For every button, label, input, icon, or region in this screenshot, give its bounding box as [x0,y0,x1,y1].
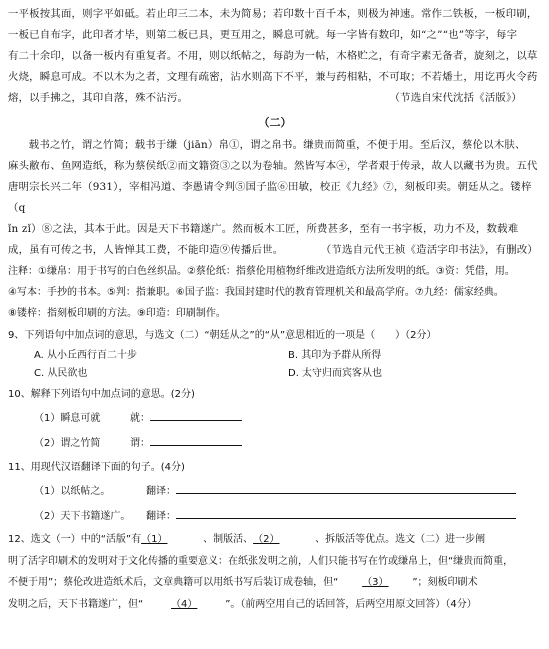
passage-line: ǐn zǐ）⑧之法，其本于此。因是天下书籍遂广。然而板木工匠，所费甚多，至有一书字板，功力不及，数载难 [8,223,519,235]
question-11 [8,456,542,529]
option-d[interactable]: D. 太守归而宾客从也 [288,368,383,379]
question-line: 明了活字印刷术的发明对于文化传播的重要意义：在纸张发明之前，人们只能书写在竹或缣帛上，但“缣贵而简重， [8,555,514,567]
passage-source: （节选自宋代沈括《活版》） [389,92,522,104]
question-stem: 9、下列语句中加点词的意思，与选文（二）“朝廷从之”的“从”意思相近的一项是（ ）（2分） [8,330,437,341]
answer-row [8,504,542,529]
passage-line: 一板已自布字，此印者才毕，则第二板已具，更互用之，瞬息可就。每一字皆有数印，如“之”“也”等字，每字 [8,29,518,41]
passage-source: （节选自元代王祯《造活字印书法》，有删改） [320,244,538,256]
question-text: 不便于用”；蔡伦改进造纸术后，文章典籍可以用纸书写后装订成卷轴，但“ [8,577,339,588]
passage-one [8,4,542,109]
question-line [8,572,542,594]
note-line: ④写本：手抄的书本。⑤判：指兼职。⑥国子监：我国封建时代的教育管理机关和最高学府。⑦九经：儒家经典。 [8,287,504,298]
option-c[interactable]: C. 从民欲也 [34,368,88,379]
passage-line: 一平板按其面，则字平如砥。若止印三二本，未为简易；若印数十百千本，则极为神速。常作二铁板，一板印刷， [8,8,538,20]
question-stem: 11、用现代汉语翻译下面的句子。(4分) [8,462,185,473]
answer-blank-2[interactable]: （2） [253,534,280,545]
question-12 [8,529,542,615]
note-line: ⑧镂梓：指刻板印刷的方法。⑨印造：印刷制作。 [8,308,226,319]
answer-row [8,479,542,504]
passage-line: 有二十余印，以备一板内有重复者。不用，则以纸帖之，每韵为一帖，木格贮之，有奇字素无备者，旋刻之，以草 [8,50,538,62]
passage-two [8,135,542,261]
question-9 [8,324,542,383]
passage-line [8,88,542,109]
sentence: （1）以纸帖之。 [34,486,111,497]
options [8,347,542,383]
answer-blank-4[interactable]: （4） [171,598,198,610]
question-10 [8,383,542,456]
question-line [8,594,542,616]
question-line [8,529,542,551]
question-text: 、拆版活等优点。选文（二）进一步阐 [315,534,486,545]
passage-line-text: 成，虽有可传之书，人皆惮其工费，不能印造⑨传播后世。 [8,244,284,256]
passage-line [8,240,542,261]
question-text: 12、选文（一）中的“活版”有 [8,534,142,545]
notes [8,261,542,324]
answer-label: 翻译： [146,486,176,497]
section-title: （二） [258,116,292,129]
exam-page [8,4,542,615]
note-line: 注释：①缣帛：用于书写的白色丝织品。②蔡伦纸：指蔡伦用植物纤维改进造纸方法所发明的纸。③资：凭借，用。 [8,266,515,277]
sentence: （2）谓之竹简 [34,438,101,449]
sentence: （1）瞬息可就 [34,413,101,424]
answer-label: 翻译： [146,511,176,522]
question-text: 发明之后，天下书籍遂广，但“ [8,598,144,610]
passage-line: 麻头敝布、鱼网造纸，称为蔡侯纸②而文籍资③之以为卷轴。然皆写本④，学者艰于传录，故人以藏书为贵。五代 [8,160,538,172]
answer-label: 就： [130,413,150,424]
answer-blank-3[interactable]: （3） [362,577,389,588]
answer-row [8,406,542,431]
answer-blank[interactable] [150,407,242,421]
option-b[interactable]: B. 其印为予群从所得 [288,350,382,361]
answer-blank[interactable] [150,432,242,446]
question-text: ”。（前两空用自己的话回答，后两空用原文回答）（4分） [225,598,477,610]
passage-line: 载书之竹，谓之竹简；载书于缣（jiān）帛①，谓之帛书。缣贵而简重，不便于用。至后汉，蔡伦以木肤、 [28,139,526,151]
passage-line-text: 熔，以手拂之，其印自落，殊不沾污。 [8,92,189,104]
answer-row [8,431,542,456]
answer-blank[interactable] [176,505,516,519]
answer-blank-1[interactable]: （1） [141,534,168,545]
question-text: 、制版活、 [203,534,254,545]
question-stem: 10、解释下列语句中加点词的意思。(2分) [8,389,195,400]
sentence: （2）天下书籍遂广。 [34,511,131,522]
passage-line: 唐明宗长兴二年（931），宰相冯道、李愚请令判⑤国子监⑥田敏，校正《九经》⑦，刻板印卖。朝廷从之。镂梓（q [8,181,532,214]
option-a[interactable]: A. 从小丘西行百二十步 [34,350,138,361]
answer-blank[interactable] [176,480,516,494]
answer-label: 谓： [130,438,150,449]
question-text: ”；刻板印刷术 [412,577,478,588]
passage-line: 火烧，瞬息可成。不以木为之者，文理有疏密，沾水则高下不平，兼与药相粘，不可取；不若燔土，用讫再火令药 [8,71,538,83]
